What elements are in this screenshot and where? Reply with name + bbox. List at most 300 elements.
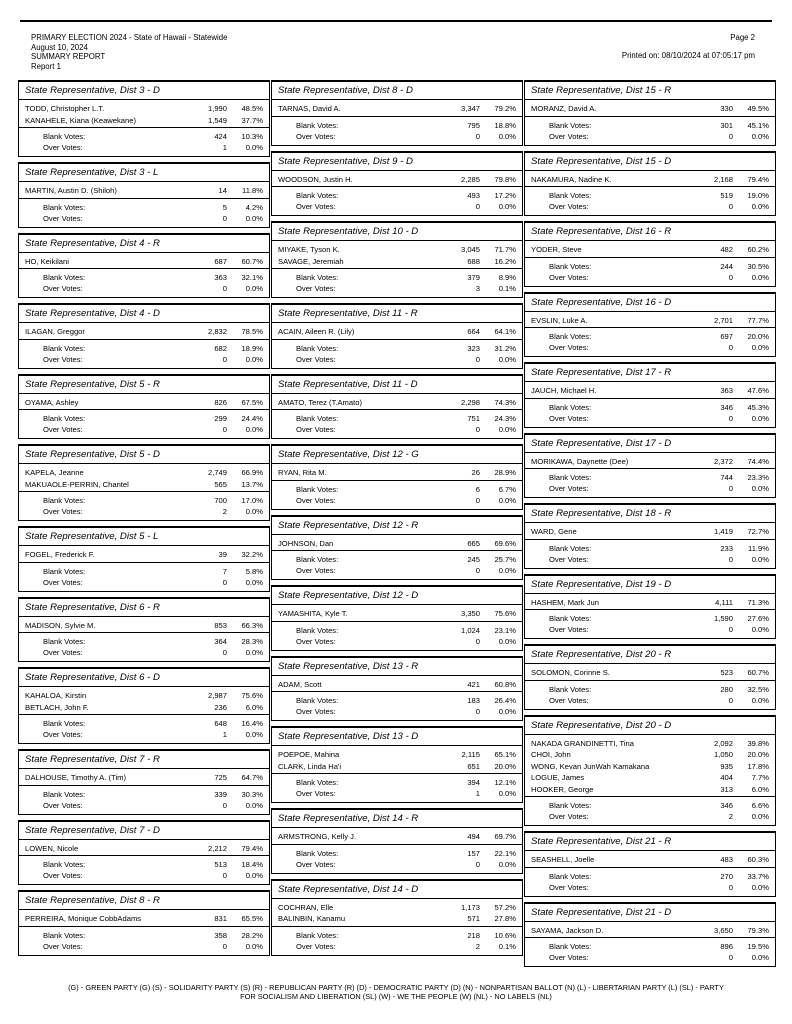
page-number: Page 2 [730,33,755,42]
percent-cell: 0.0% [245,648,263,657]
label-cell: Over Votes: [296,354,336,364]
label-cell: HO, Keikilani [25,256,69,266]
blank-votes-row [25,413,263,424]
label-cell: AMATO, Terez (T.Amato) [278,397,362,407]
votes-cell: 2,372 [713,456,733,466]
report-header [31,33,227,71]
label-cell: HASHEM, Mark Jun [531,597,599,607]
label-cell: Over Votes: [296,941,336,951]
percent-cell: 4.2% [245,202,263,212]
row-divider [19,339,269,340]
percent-cell: 26.4% [494,696,516,705]
votes-cell: 0 [475,425,480,434]
contest-box [18,374,270,440]
votes-cell: 0 [728,953,733,962]
percent-cell: 66.3% [241,620,263,630]
percent-cell: 0.0% [751,272,769,282]
blank-votes-row [531,261,769,272]
percent-cell: 6.7% [498,484,516,494]
percent-cell: 60.7% [747,668,769,677]
percent-cell: 17.0% [241,496,263,505]
percent-cell: 0.0% [751,554,769,564]
contest-title: State Representative, Dist 13 - D [272,728,522,746]
votes-cell: 0 [728,882,733,892]
blank-votes-row [25,636,263,647]
row-divider [272,116,522,117]
contest-title: State Representative, Dist 15 - D [525,153,775,171]
row-divider [19,562,269,563]
percent-cell: 0.0% [751,413,769,423]
percent-cell: 0.0% [751,695,769,705]
candidate-row [531,174,769,186]
contest-box [18,303,270,369]
over-votes-row [278,636,516,647]
results-column-1 [18,80,270,961]
candidate-row [25,326,263,338]
label-cell: MARTIN, Austin D. (Shiloh) [25,186,117,195]
votes-cell: 1 [222,730,227,739]
label-cell: Blank Votes: [296,191,339,200]
percent-cell: 37.7% [241,115,263,125]
label-cell: ACAIN, Aileen R. (Lily) [278,327,355,336]
candidate-row [278,244,516,256]
candidate-row [531,103,769,115]
votes-cell: 0 [728,131,733,141]
blank-votes-row [278,695,516,706]
blank-votes-row [278,554,516,565]
party-legend [20,983,772,1001]
votes-cell: 2 [475,941,480,951]
label-cell: Blank Votes: [43,789,86,799]
candidate-row [25,843,263,855]
contest-title: State Representative, Dist 21 - D [525,904,775,922]
blank-votes-row [278,272,516,283]
percent-cell: 24.3% [494,414,516,423]
label-cell: Over Votes: [43,507,83,516]
candidate-row [278,538,516,550]
label-cell: Over Votes: [296,859,336,869]
candidate-row [278,749,516,761]
label-cell: OYAMA, Ashley [25,397,79,407]
blank-votes-row [25,859,263,870]
label-cell: Over Votes: [549,554,589,564]
contest-title: State Representative, Dist 3 - D [19,82,269,100]
percent-cell: 71.3% [747,597,769,607]
percent-cell: 28.2% [241,930,263,940]
votes-cell: 0 [475,859,480,869]
candidate-row [531,854,769,866]
contest-title: State Representative, Dist 16 - D [525,294,775,312]
over-votes-row [25,283,263,294]
percent-cell: 74.4% [747,456,769,466]
votes-cell: 3,650 [713,925,733,935]
contest-box [18,233,270,299]
contest-title: State Representative, Dist 5 - L [19,528,269,546]
candidate-row [25,185,263,197]
votes-cell: 565 [214,479,227,489]
label-cell: Over Votes: [549,695,589,705]
candidate-row [278,326,516,338]
votes-cell: 270 [720,871,733,881]
blank-votes-row [278,848,516,859]
over-votes-row [25,941,263,952]
label-cell: CHOI, John [531,750,571,759]
contest-box [524,292,776,358]
votes-cell: 183 [467,696,480,705]
results-column-3 [524,80,776,972]
blank-votes-row [531,684,769,695]
votes-cell: 2 [222,507,227,516]
label-cell: Blank Votes: [549,402,592,412]
label-cell: Over Votes: [43,730,83,739]
label-cell: Over Votes: [296,131,336,141]
votes-cell: 1,990 [207,104,227,113]
percent-cell: 79.4% [241,843,263,853]
votes-cell: 0 [222,577,227,587]
row-divider [525,796,775,797]
percent-cell: 10.6% [494,930,516,940]
label-cell: ADAM, Scott [278,679,322,689]
label-cell: Blank Votes: [43,273,86,282]
blank-votes-row [278,413,516,424]
votes-cell: 519 [720,191,733,200]
votes-cell: 0 [728,343,733,352]
percent-cell: 0.0% [751,343,769,352]
percent-cell: 27.6% [747,614,769,623]
percent-cell: 6.6% [751,801,769,810]
votes-cell: 346 [720,801,733,810]
candidate-row [531,925,769,937]
row-divider [525,937,775,938]
percent-cell: 12.1% [494,778,516,787]
label-cell: TODD, Christopher L.T. [25,104,105,113]
votes-cell: 935 [720,761,733,771]
contest-box [524,644,776,710]
contest-box [271,221,523,298]
contest-title: State Representative, Dist 17 - D [525,435,775,453]
over-votes-row [278,131,516,142]
label-cell: Over Votes: [43,648,83,657]
percent-cell: 60.2% [747,245,769,254]
label-cell: Over Votes: [549,343,589,352]
percent-cell: 69.7% [494,832,516,841]
percent-cell: 0.1% [498,941,516,951]
label-cell: JAUCH, Michael H. [531,386,597,395]
percent-cell: 60.8% [494,679,516,689]
label-cell: Blank Votes: [549,543,592,553]
votes-cell: 363 [214,273,227,282]
votes-cell: 2 [728,812,733,821]
contest-box [524,574,776,640]
label-cell: Over Votes: [296,495,336,505]
contest-title: State Representative, Dist 13 - R [272,658,522,676]
percent-cell: 75.6% [494,609,516,618]
row-divider [19,127,269,128]
candidate-row [278,256,516,268]
votes-cell: 2,212 [207,843,227,853]
votes-cell: 513 [214,860,227,869]
votes-cell: 725 [214,773,227,782]
over-votes-row [25,424,263,435]
blank-votes-row [278,625,516,636]
row-divider [19,268,269,269]
candidate-row [25,115,263,127]
party-legend-line-2: FOR SOCIALISM AND LIBERATION (SL) (W) - WE THE PEOPLE (W) (NL) - NO LABELS (NL) [240,992,552,1001]
label-cell: Blank Votes: [43,414,86,423]
row-divider [272,409,522,410]
label-cell: Over Votes: [43,143,83,152]
contest-box [18,597,270,663]
votes-cell: 1,549 [207,115,227,125]
row-divider [525,257,775,258]
contest-title: State Representative, Dist 7 - R [19,751,269,769]
votes-cell: 0 [475,495,480,505]
label-cell: Blank Votes: [296,273,339,282]
percent-cell: 60.3% [747,855,769,864]
row-divider [525,398,775,399]
blank-votes-row [25,131,263,142]
row-divider [525,680,775,681]
contest-title: State Representative, Dist 4 - R [19,235,269,253]
row-divider [525,468,775,469]
contest-title: State Representative, Dist 17 - R [525,364,775,382]
blank-votes-row [531,800,769,811]
over-votes-row [531,952,769,963]
printed-timestamp: Printed on: 08/10/2024 at 07:05:17 pm [621,51,755,60]
label-cell: WOODSON, Justin H. [278,174,353,184]
contest-title: State Representative, Dist 12 - D [272,587,522,605]
row-divider [272,186,522,187]
blank-votes-row [25,789,263,800]
candidate-row [531,385,769,397]
over-votes-row [531,413,769,424]
candidate-row [25,256,263,268]
percent-cell: 69.6% [494,538,516,548]
votes-cell: 688 [467,256,480,266]
candidate-row [531,526,769,538]
votes-cell: 651 [467,761,480,771]
contest-title: State Representative, Dist 12 - R [272,517,522,535]
percent-cell: 31.2% [494,343,516,353]
row-divider [19,714,269,715]
candidate-row [278,397,516,409]
over-votes-row [278,354,516,365]
label-cell: BETLACH, John F. [25,702,89,712]
percent-cell: 0.0% [751,812,769,821]
votes-cell: 5 [222,202,227,212]
votes-cell: 0 [222,871,227,880]
label-cell: Blank Votes: [296,930,339,940]
row-divider [272,480,522,481]
votes-cell: 0 [728,484,733,493]
label-cell: Over Votes: [296,284,336,293]
percent-cell: 64.1% [494,327,516,336]
label-cell: KAPELA, Jeanne [25,468,84,477]
percent-cell: 0.0% [245,354,263,364]
blank-votes-row [531,543,769,554]
votes-cell: 233 [720,543,733,553]
contest-title: State Representative, Dist 5 - R [19,376,269,394]
row-divider [19,926,269,927]
over-votes-row [531,695,769,706]
label-cell: Over Votes: [296,789,336,798]
over-votes-row [531,201,769,212]
percent-cell: 33.7% [747,871,769,881]
contest-box [18,80,270,157]
percent-cell: 18.9% [241,343,263,353]
candidate-row [278,831,516,843]
label-cell: Blank Votes: [43,566,86,576]
election-date: August 10, 2024 [31,42,88,52]
label-cell: WARD, Gene [531,527,577,536]
top-rule [20,20,772,22]
votes-cell: 831 [214,914,227,923]
votes-cell: 0 [222,941,227,951]
label-cell: Blank Votes: [43,930,86,940]
votes-cell: 682 [214,343,227,353]
contest-box [18,667,270,744]
blank-votes-row [25,272,263,283]
label-cell: Blank Votes: [43,343,86,353]
over-votes-row [531,272,769,283]
label-cell: KANAHELE, Kiana (Keawekane) [25,115,137,125]
percent-cell: 0.1% [498,284,516,293]
row-divider [272,926,522,927]
votes-cell: 896 [720,942,733,951]
contest-box [18,820,270,886]
percent-cell: 17.8% [747,761,769,771]
votes-cell: 687 [214,256,227,266]
percent-cell: 45.3% [747,402,769,412]
candidate-row [531,456,769,468]
votes-cell: 0 [222,425,227,434]
label-cell: Over Votes: [43,213,83,223]
party-legend-line-1: (G) - GREEN PARTY (G) (S) - SOLIDARITY PARTY (S) (R) - REPUBLICAN PARTY (R) (D) - DEMOCRATIC PARTY (D) (N) - NONPARTISAN BALLOT (N) (L) - LIBERTARIAN PARTY (L) (SL) - PARTY [68,983,724,992]
percent-cell: 16.2% [494,256,516,266]
label-cell: Over Votes: [549,131,589,141]
contest-title: State Representative, Dist 15 - R [525,82,775,100]
candidate-row [278,761,516,773]
label-cell: RYAN, Rita M. [278,468,327,477]
over-votes-row [278,706,516,717]
contest-box [271,808,523,874]
label-cell: Blank Votes: [43,132,86,141]
candidate-row [278,913,516,925]
votes-cell: 2,832 [207,327,227,336]
votes-cell: 0 [475,566,480,575]
percent-cell: 23.3% [747,473,769,482]
label-cell: Over Votes: [296,707,336,716]
candidate-row [531,784,769,796]
contest-box [271,374,523,440]
blank-votes-row [278,484,516,495]
candidate-row [531,761,769,773]
label-cell: NAKAMURA, Nadine K. [531,174,612,184]
percent-cell: 0.0% [751,625,769,634]
votes-cell: 244 [720,261,733,271]
votes-cell: 0 [728,625,733,634]
votes-cell: 0 [475,354,480,364]
label-cell: Blank Votes: [549,191,592,200]
row-divider [272,773,522,774]
votes-cell: 0 [222,354,227,364]
votes-cell: 39 [218,550,227,559]
label-cell: Blank Votes: [296,696,339,705]
label-cell: NAKADA GRANDINETTI, Tina [531,738,634,748]
label-cell: TARNAS, David A. [278,104,341,113]
contest-title: State Representative, Dist 10 - D [272,223,522,241]
percent-cell: 0.0% [245,941,263,951]
contest-box [271,80,523,146]
over-votes-row [25,870,263,881]
votes-cell: 664 [467,327,480,336]
blank-votes-row [25,566,263,577]
over-votes-row [278,424,516,435]
candidate-row [25,103,263,115]
candidate-row [25,479,263,491]
over-votes-row [278,283,516,294]
votes-cell: 2,285 [460,174,480,184]
votes-cell: 482 [720,245,733,254]
percent-cell: 0.0% [245,143,263,152]
votes-cell: 0 [222,800,227,810]
votes-cell: 2,115 [461,750,480,759]
contest-title: State Representative, Dist 21 - R [525,833,775,851]
contest-title: State Representative, Dist 20 - R [525,646,775,664]
label-cell: Blank Votes: [549,332,592,341]
percent-cell: 49.5% [747,104,769,113]
row-divider [525,186,775,187]
over-votes-row [25,800,263,811]
contest-title: State Representative, Dist 6 - R [19,599,269,617]
label-cell: LOWEN, Nicole [25,843,79,853]
report-number: Report 1 [31,61,61,71]
percent-cell: 0.0% [498,566,516,575]
over-votes-row [25,213,263,224]
percent-cell: 0.0% [751,131,769,141]
contest-title: State Representative, Dist 7 - D [19,822,269,840]
votes-cell: 744 [720,473,733,482]
votes-cell: 0 [728,272,733,282]
label-cell: COCHRAN, Elle [278,902,334,912]
contest-title: State Representative, Dist 3 - L [19,164,269,182]
votes-cell: 1,173 [460,902,480,912]
percent-cell: 8.9% [498,273,516,282]
label-cell: Blank Votes: [296,414,339,423]
percent-cell: 0.0% [245,284,263,293]
label-cell: Over Votes: [549,625,589,634]
row-divider [19,198,269,199]
votes-cell: 665 [467,538,480,548]
contest-title: State Representative, Dist 6 - D [19,669,269,687]
row-divider [272,550,522,551]
candidate-row [531,315,769,327]
over-votes-row [278,201,516,212]
contest-title: State Representative, Dist 11 - D [272,376,522,394]
votes-cell: 424 [214,132,227,141]
over-votes-row [278,788,516,799]
blank-votes-row [278,777,516,788]
contest-title: State Representative, Dist 5 - D [19,446,269,464]
votes-cell: 379 [467,273,480,282]
over-votes-row [531,131,769,142]
percent-cell: 11.8% [242,186,263,195]
candidate-row [278,679,516,691]
percent-cell: 0.0% [498,636,516,646]
contest-title: State Representative, Dist 14 - R [272,810,522,828]
label-cell: Over Votes: [296,425,336,434]
votes-cell: 853 [214,620,227,630]
